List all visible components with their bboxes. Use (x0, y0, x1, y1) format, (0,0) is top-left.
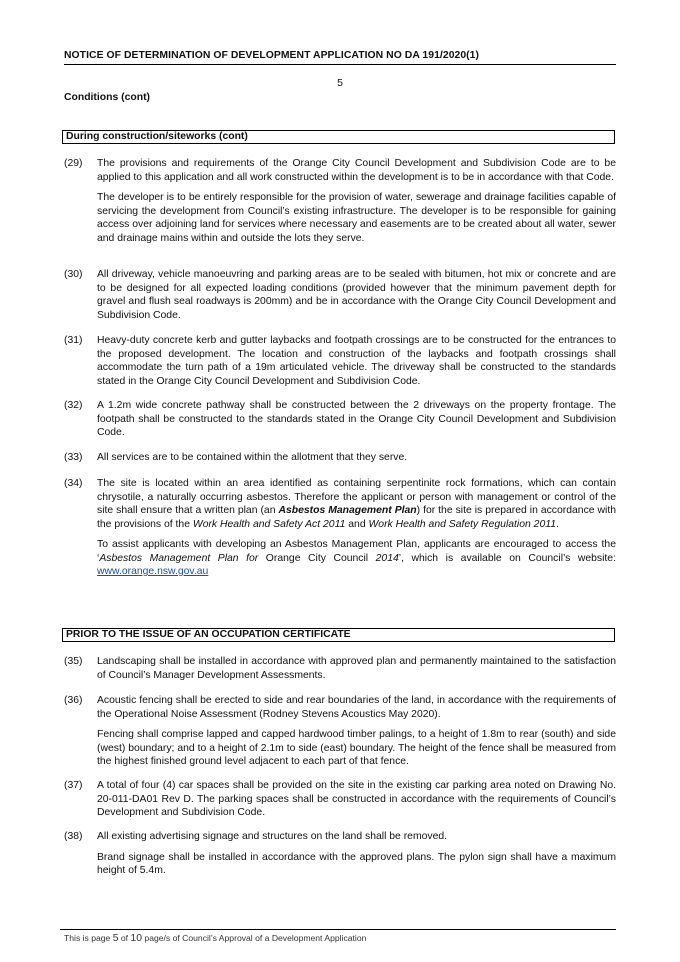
section-heading-construction: During construction/siteworks (cont) (62, 130, 615, 144)
condition-31 (64, 334, 616, 388)
document-header: NOTICE OF DETERMINATION OF DEVELOPMENT APPLICATION NO DA 191/2020(1) (64, 50, 616, 65)
condition-text: A total of four (4) car spaces shall be provided on the site in the existing car parking area noted on Drawing No. 20-011-DA01 Rev D. The parking spaces shall be constructed in accordance with the requirements of Council’s Development and Subdivision Code. (97, 780, 616, 818)
condition-text: The developer is to be entirely responsible for the provision of water, sewerage and drainage facilities capable of servicing the development from Council’s existing infrastructure. The developer is to be responsible for gaining access over adjoining land for services where necessary and easements are to be created about all water, sewer and drainage mains within and outside the lots they serve. (97, 192, 616, 244)
condition-text: The site is located within an area identified as containing serpentinite rock formations, which can contain chrysotile, a naturally occurring asbestos. Therefore the applicant or person with management or control of the site shall ensure that a written plan (an Asbestos Management Plan) for the site is prepared in accordance with the provisions of the Work Health and Safety Act 2011 and Work Health and Safety Regulation 2011. (97, 478, 616, 530)
condition-36 (64, 694, 616, 769)
condition-number: (35) (64, 656, 83, 667)
condition-number: (38) (64, 831, 83, 842)
condition-text: Fencing shall comprise lapped and capped hardwood timber palings, to a height of 1.8m to rear (south) and side (west) boundary; and to a height of 2.1m to side (east) boundary. The height of the fence shall be measured from the highest finished ground level adjacent to each part of that fence. (97, 729, 616, 767)
condition-text: All driveway, vehicle manoeuvring and parking areas are to be sealed with bitumen, hot mix or concrete and are to be designed for all expected loading conditions (provided however that the minimum pavement depth for gravel and flush seal roadways is 200mm) and be in accordance with the Orange City Council Development and Subdivision Code. (97, 269, 616, 321)
council-website-link[interactable]: www.orange.nsw.gov.au (97, 566, 209, 577)
condition-number: (34) (64, 478, 83, 489)
condition-number: (37) (64, 780, 83, 791)
condition-30 (64, 268, 616, 322)
conditions-cont-heading: Conditions (cont) (64, 92, 150, 103)
condition-text: Acoustic fencing shall be erected to side and rear boundaries of the land, in accordance with the requirements of the Operational Noise Assessment (Rodney Stevens Acoustics May 2020). (97, 695, 616, 720)
condition-text: A 1.2m wide concrete pathway shall be constructed between the 2 driveways on the property frontage. The footpath shall be constructed to the standards stated in the Orange City Council Development and Subdivision Code. (97, 400, 616, 438)
page-number: 5 (337, 78, 343, 89)
condition-38 (64, 830, 616, 878)
condition-text: The provisions and requirements of the Orange City Council Development and Subdivision Code are to be applied to this application and all work constructed within the development is to be in accordance with that Code. (97, 158, 616, 183)
condition-29 (64, 157, 616, 245)
condition-text: Brand signage shall be installed in accordance with the approved plans. The pylon sign shall have a maximum height of 5.4m. (97, 851, 616, 876)
condition-32 (64, 399, 616, 440)
condition-text: Landscaping shall be installed in accordance with approved plan and permanently maintained to the satisfaction of Council’s Manager Development Assessments. (97, 656, 616, 681)
footer-divider (60, 929, 616, 930)
condition-text: All services are to be contained within the allotment that they serve. (97, 452, 408, 463)
condition-34 (64, 477, 616, 579)
condition-number: (29) (64, 158, 83, 169)
condition-35 (64, 655, 616, 682)
condition-text: To assist applicants with developing an Asbestos Management Plan, applicants are encouraged to access the ‘Asbestos Management Plan for Orange City Council 2014’, which is available on Council’s website: www.orange.nsw.gov.au (97, 539, 616, 577)
page-footer: This is page 5 of 10 page/s of Council’s Approval of a Development Application (64, 933, 367, 944)
condition-text: Heavy-duty concrete kerb and gutter laybacks and footpath crossings are to be constructed for the entrances to the proposed development. The location and construction of the laybacks and footpath crossings shall accommodate the turn path of a 19m articulated vehicle. The driveway shall be constructed to the standards stated in the Orange City Council Development and Subdivision Code. (97, 335, 616, 387)
condition-text: All existing advertising signage and structures on the land shall be removed. (97, 831, 448, 842)
condition-37 (64, 779, 616, 820)
condition-number: (36) (64, 695, 83, 706)
condition-number: (31) (64, 335, 83, 346)
condition-number: (30) (64, 269, 83, 280)
section-heading-occupation: PRIOR TO THE ISSUE OF AN OCCUPATION CERTIFICATE (62, 628, 615, 642)
condition-number: (33) (64, 452, 83, 463)
condition-number: (32) (64, 400, 83, 411)
condition-33 (64, 451, 616, 465)
